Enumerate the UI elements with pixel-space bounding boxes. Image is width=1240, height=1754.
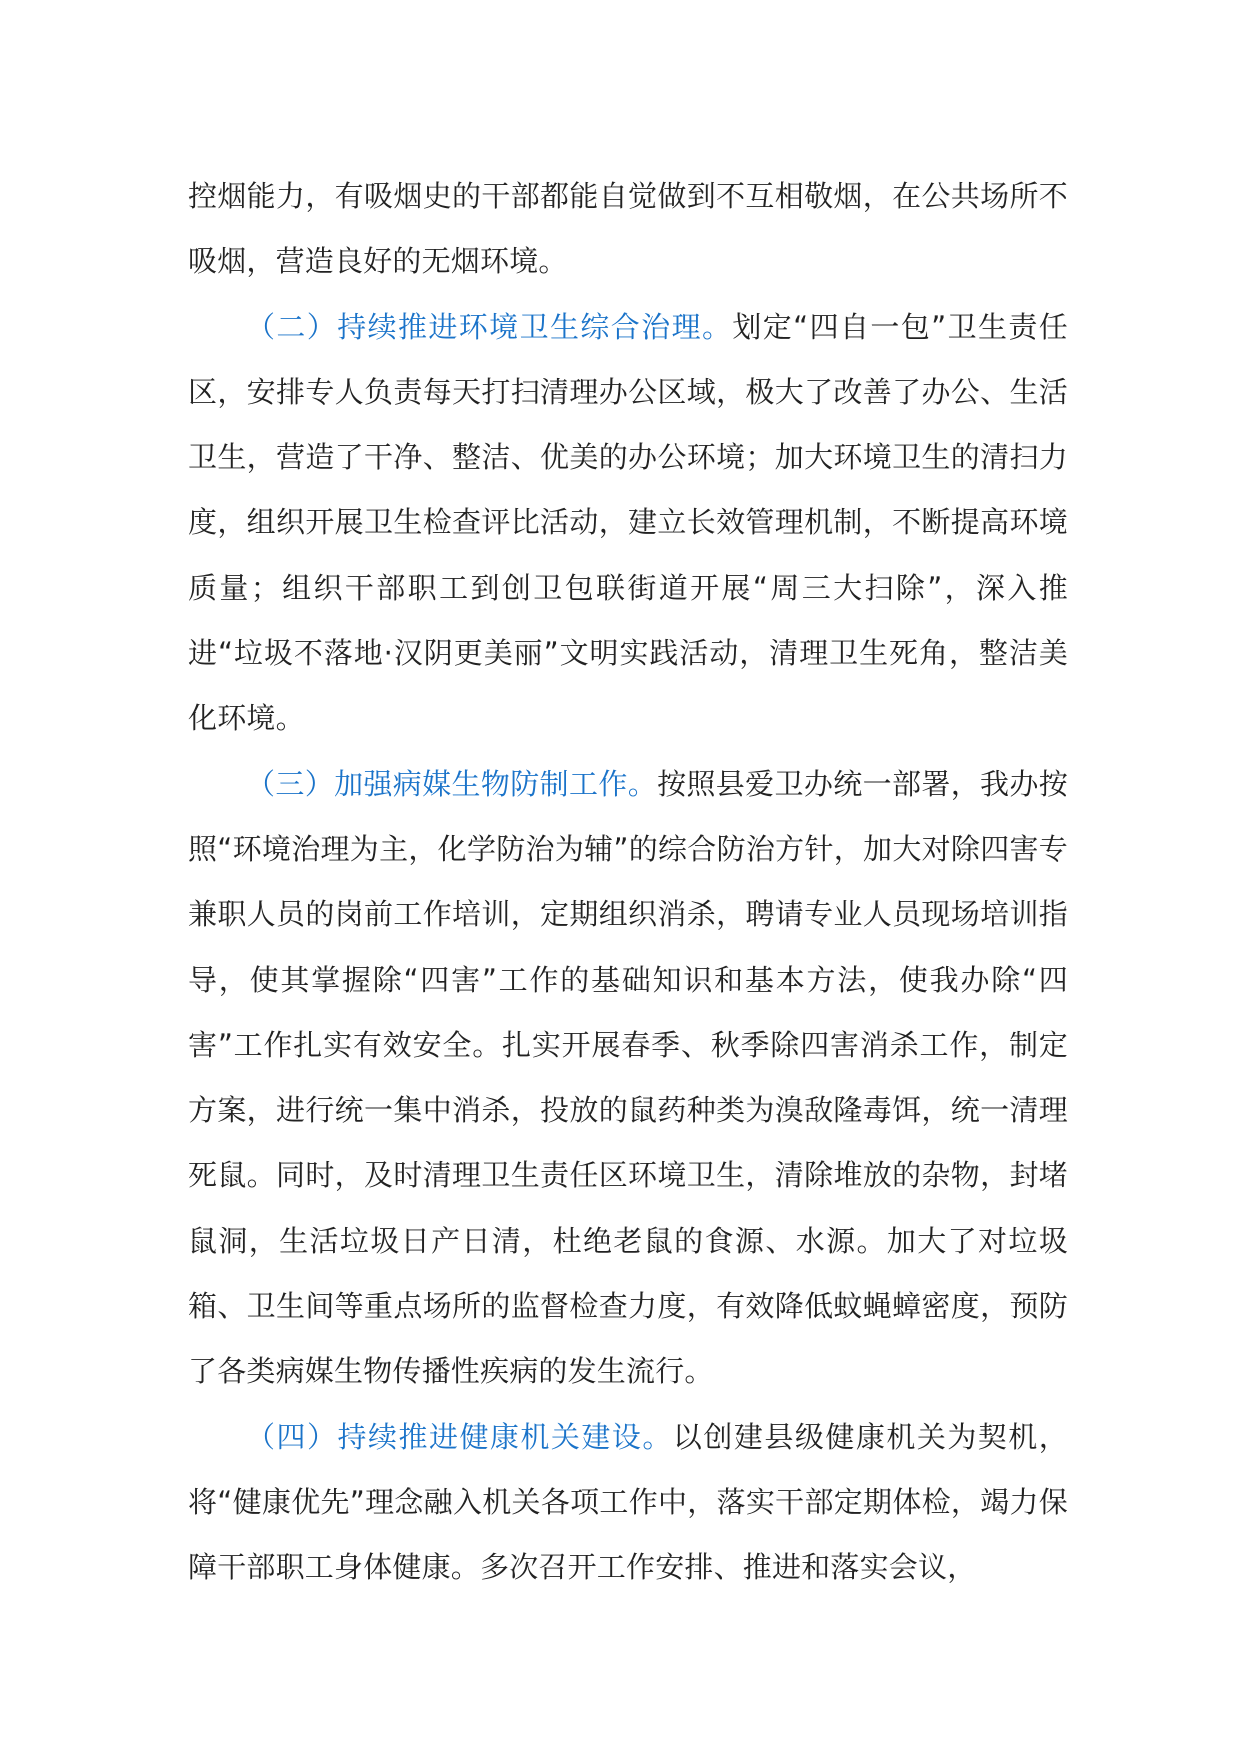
section-heading: （四）持续推进健康机关建设。 (246, 1419, 673, 1454)
paragraph-text: 以创建县级健康机关为契机，将“健康优先”理念融入机关各项工作中，落实干部定期体检，竭力保障干部职工身体健康。多次召开工作安排、推进和落实会议， (188, 1419, 1068, 1585)
paragraph-section-2 (188, 295, 1068, 752)
paragraph-text: 按照县爱卫办统一部署，我办按照“环境治理为主，化学防治为辅”的综合防治方针，加大对除四害专兼职人员的岗前工作培训，定期组织消杀，聘请专业人员现场培训指导，使其掌握除“四害”工作的基础知识和基本方法，使我办除“四害”工作扎实有效安全。扎实开展春季、秋季除四害消杀工作，制定方案，进行统一集中消杀，投放的鼠药种类为溴敌隆毒饵，统一清理死鼠。同时，及时清理卫生责任区环境卫生，清除堆放的杂物，封堵鼠洞，生活垃圾日产日清，杜绝老鼠的食源、水源。加大了对垃圾箱、卫生间等重点场所的监督检查力度，有效降低蚊蝇蟑密度，预防了各类病媒生物传播性疾病的发生流行。 (188, 766, 1068, 1389)
document-body (188, 164, 1068, 1601)
paragraph-section-4 (188, 1405, 1068, 1601)
paragraph-text: 控烟能力，有吸烟史的干部都能自觉做到不互相敬烟，在公共场所不吸烟，营造良好的无烟环境。 (188, 179, 1068, 279)
paragraph-section-3 (188, 752, 1068, 1405)
paragraph-continued (188, 164, 1068, 295)
section-heading: （二）持续推进环境卫生综合治理。 (246, 309, 733, 344)
section-heading: （三）加强病媒生物防制工作。 (246, 766, 658, 801)
paragraph-text: 划定“四自一包”卫生责任区，安排专人负责每天打扫清理办公区域，极大了改善了办公、生活卫生，营造了干净、整洁、优美的办公环境；加大环境卫生的清扫力度，组织开展卫生检查评比活动，建立长效管理机制，不断提高环境质量；组织干部职工到创卫包联街道开展“周三大扫除”，深入推进“垃圾不落地·汉阴更美丽”文明实践活动，清理卫生死角，整洁美化环境。 (188, 309, 1069, 736)
